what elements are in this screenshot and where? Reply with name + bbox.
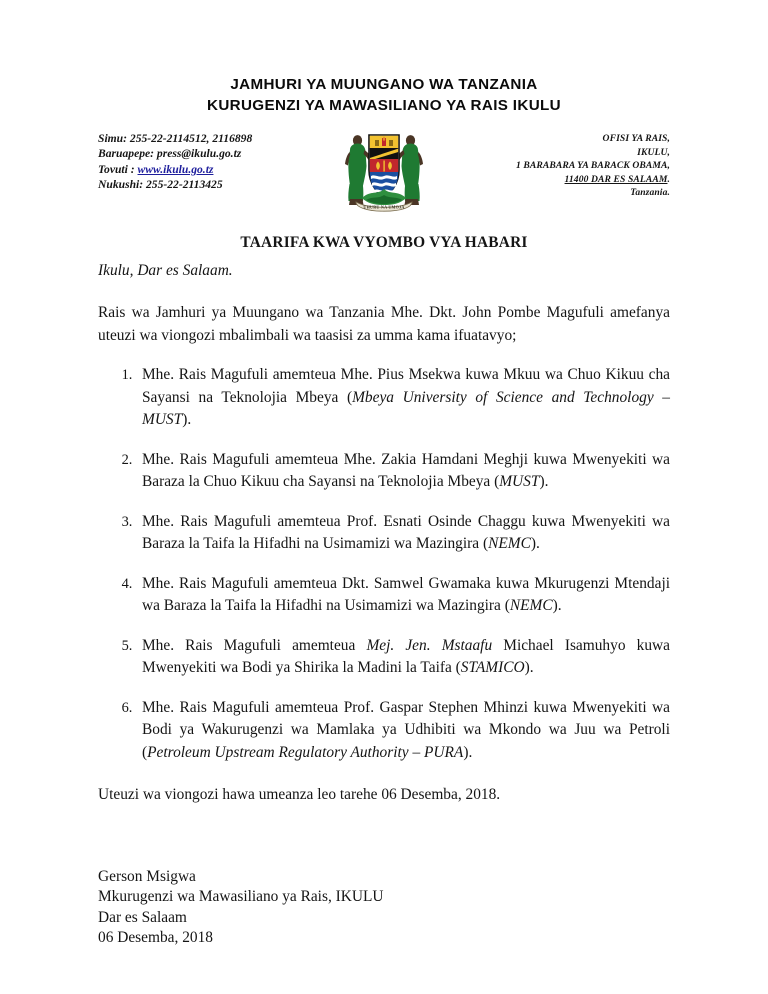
signatory-role: Mkurugenzi wa Mawasiliano ya Rais, IKULU (98, 888, 384, 905)
item-text-italic: Mbeya University of Science and Technology – MUST (142, 388, 670, 428)
address-city-tail: . (667, 173, 670, 185)
dateline: Ikulu, Dar es Salaam. (98, 262, 233, 279)
item-text-italic: NEMC (488, 535, 531, 552)
item-text-tail: ). (552, 597, 562, 614)
item-text-lead: Mhe. Rais Magufuli amemteua Prof. Esnati Osinde Chaggu kuwa Mwenyekiti wa Baraza la Taifa la Hifadhi na Usimamizi wa Mazingira ( (142, 512, 670, 552)
list-item (136, 697, 670, 765)
tanzania-coat-of-arms-icon (342, 126, 426, 212)
item-text-tail: ). (182, 411, 192, 428)
item-text-italic-2: STAMICO (460, 659, 525, 676)
contact-website-row (98, 162, 252, 177)
address-city-underlined: 11400 DAR ES SALAAM (564, 173, 668, 185)
contact-email: Baruapepe: press@ikulu.go.tz (98, 147, 242, 161)
item-text-mid: Michael Isamuhyo kuwa Mwenyekiti wa Bodi ya Shirika la Madini la Taifa ( (142, 636, 670, 676)
contact-strip (98, 130, 670, 212)
item-text-italic: NEMC (509, 597, 553, 614)
address-line-country: Tanzania. (630, 187, 670, 199)
contact-website-link[interactable]: www.ikulu.go.tz (137, 162, 214, 176)
list-item (136, 511, 670, 556)
page-title: TAARIFA KWA VYOMBO VYA HABARI (240, 234, 528, 251)
item-text-italic: MUST (499, 473, 540, 490)
contact-block-left (98, 130, 252, 193)
address-line-street: 1 BARABARA YA BARACK OBAMA, (515, 160, 670, 172)
signatory-date: 06 Desemba, 2018 (98, 929, 213, 946)
svg-text:UHURU NA UMOJA: UHURU NA UMOJA (363, 204, 405, 210)
signatory-city: Dar es Salaam (98, 908, 187, 926)
contact-website-label: Tovuti : (98, 162, 138, 176)
list-item (136, 449, 670, 494)
intro-paragraph: Rais wa Jamhuri ya Muungano wa Tanzania Mhe. Dkt. John Pombe Magufuli amefanya uteuzi wa viongozi mbalimbali wa taasisi za umma kama ifuatavyo; (98, 304, 670, 344)
list-item (136, 573, 670, 618)
contact-fax: Nukushi: 255-22-2113425 (98, 178, 223, 192)
org-line-department: KURUGENZI YA MAWASILIANO YA RAIS IKULU (207, 97, 561, 114)
address-line-city (516, 173, 670, 187)
item-text-tail: ). (463, 743, 473, 761)
address-line-ikulu: IKULU, (637, 146, 670, 158)
item-text-tail: ). (524, 659, 534, 676)
contact-block-right (516, 130, 670, 200)
item-text-lead: Mhe. Rais Magufuli amemteua Prof. Gaspar Stephen Mhinzi kuwa Mwenyekiti wa Bodi ya Wakurugenzi wa Mamlaka ya Udhibiti wa Mkondo wa Juu wa Petroli ( (142, 698, 670, 761)
item-text-tail: ). (539, 473, 549, 490)
signatory-name: Gerson Msigwa (98, 867, 196, 885)
item-text-italic: Mej. Jen. Mstaafu (366, 636, 493, 654)
address-line-office: OFISI YA RAIS, (602, 133, 670, 144)
item-text-lead: Mhe. Rais Magufuli amemteua (142, 636, 367, 654)
appointments-list (98, 364, 670, 764)
item-text-lead: Mhe. Rais Magufuli amemteua Dkt. Samwel Gwamaka kuwa Mkurugenzi Mtendaji wa Baraza la Taifa la Hifadhi na Usimamizi wa Mazingira ( (142, 574, 670, 614)
item-text-italic: Petroleum Upstream Regulatory Authority – PURA (147, 743, 464, 761)
masthead (98, 0, 670, 116)
list-item (136, 364, 670, 432)
item-text-lead: Mhe. Rais Magufuli amemteua Mhe. Zakia Hamdani Meghji kuwa Mwenyekiti wa Baraza la Chuo Kikuu cha Sayansi na Teknolojia Mbeya ( (142, 450, 670, 490)
item-text-lead: Mhe. Rais Magufuli amemteua Mhe. Pius Msekwa kuwa Mkuu wa Chuo Kikuu cha Sayansi na Teknolojia Mbeya ( (142, 366, 670, 406)
org-line-country: JAMHURI YA MUUNGANO WA TANZANIA (230, 76, 538, 93)
item-text-tail: ). (530, 535, 540, 552)
contact-phone: Simu: 255-22-2114512, 2116898 (98, 132, 253, 145)
closing-paragraph: Uteuzi wa viongozi hawa umeanza leo tarehe 06 Desemba, 2018. (98, 786, 501, 803)
list-item (136, 635, 670, 680)
emblem-container (338, 126, 430, 212)
signature-block (98, 867, 670, 949)
